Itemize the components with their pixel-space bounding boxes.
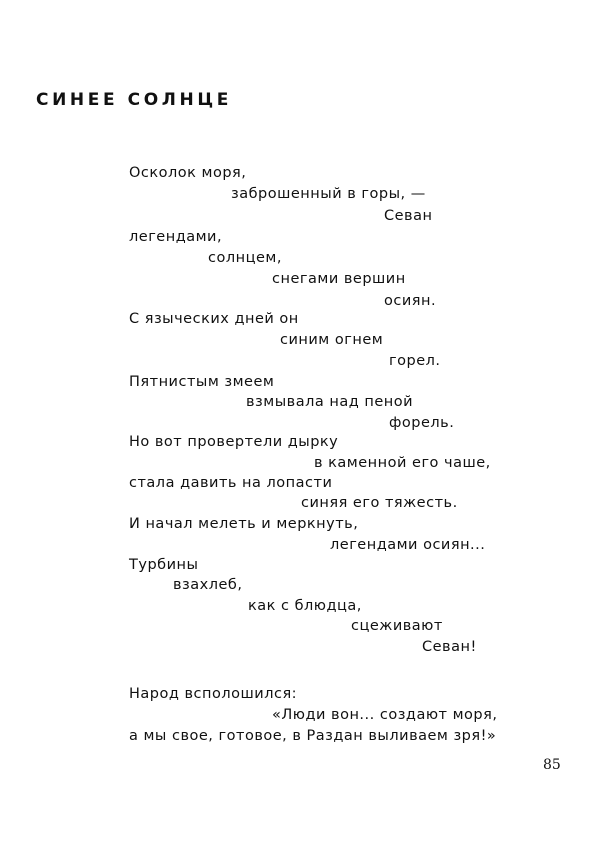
poem-line: стала давить на лопасти [129, 475, 333, 491]
poem-line: солнцем, [208, 250, 282, 266]
poem-line: Севан [384, 208, 433, 224]
poem-line: И начал мелеть и меркнуть, [129, 516, 359, 532]
poem-line: заброшенный в горы, — [231, 186, 426, 202]
poem-line: Турбины [129, 557, 199, 573]
poem-line: Но вот провертели дырку [129, 434, 339, 450]
page-number: 85 [543, 757, 561, 773]
poem-line: легендами, [129, 229, 223, 245]
poem-line: осиян. [384, 293, 437, 309]
poem-line: а мы свое, готовое, в Раздан выливаем зря!» [129, 728, 497, 744]
poem-line: взмывала над пеной [246, 394, 414, 410]
poem-line: Народ всполошился: [129, 686, 298, 702]
poem-line: горел. [389, 353, 441, 369]
poem-line: форель. [389, 415, 455, 431]
poem-title: СИНЕЕ СОЛНЦЕ [36, 90, 232, 110]
poem-line: как с блюдца, [248, 598, 362, 614]
poem-line: синяя его тяжесть. [301, 495, 458, 511]
poem-line: Осколок моря, [129, 165, 247, 181]
poem-line: синим огнем [280, 332, 384, 348]
poem-line: «Люди вон... создают моря, [272, 707, 498, 723]
poem-line: снегами вершин [272, 271, 406, 287]
poem-line: в каменной его чаше, [314, 455, 491, 471]
poem-line: Пятнистым змеем [129, 374, 275, 390]
poem-line: Севан! [422, 639, 477, 655]
poem-line: взахлеб, [173, 577, 243, 593]
poem-line: сцеживают [351, 618, 443, 634]
poem-line: легендами осиян... [330, 537, 486, 553]
poem-line: С языческих дней он [129, 311, 299, 327]
